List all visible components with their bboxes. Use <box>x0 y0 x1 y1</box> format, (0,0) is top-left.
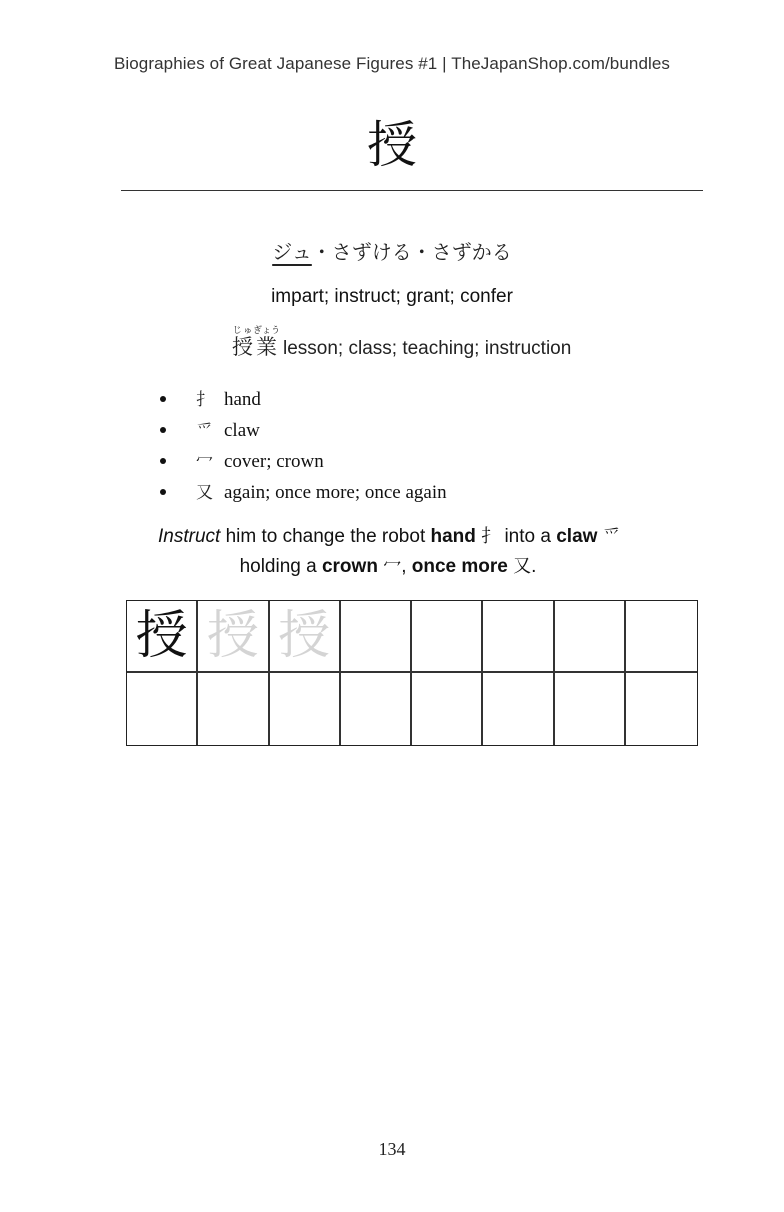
mnemonic-keyword: Instruct <box>158 526 221 547</box>
mnemonic-radical: 冖 <box>383 556 402 577</box>
radical-item <box>152 384 447 415</box>
mnemonic-story <box>158 522 678 582</box>
practice-cell[interactable] <box>127 673 198 745</box>
practice-cell[interactable] <box>483 673 554 745</box>
mnemonic-text: into a <box>499 526 557 547</box>
kanji-meaning: impart; instruct; grant; confer <box>271 286 513 307</box>
practice-cell[interactable] <box>270 673 341 745</box>
bullet-icon <box>160 396 166 402</box>
radical-meaning: claw <box>224 420 260 441</box>
kanji-title: 授 <box>367 116 417 174</box>
vocab-kanji-2: 業ぎょう <box>253 326 281 359</box>
on-reading: ジュ <box>272 240 312 264</box>
radical-glyph: 又 <box>196 483 213 503</box>
mnemonic-text: . <box>531 556 537 577</box>
running-header: Biographies of Great Japanese Figures #1 | TheJapanShop.com/bundles <box>113 54 671 73</box>
practice-cell-model: 授 <box>127 601 198 673</box>
bullet-icon <box>160 458 166 464</box>
bullet-icon <box>160 427 166 433</box>
practice-cell[interactable] <box>483 601 554 673</box>
radical-list <box>152 384 447 508</box>
mnemonic-radical: 扌 <box>481 526 500 547</box>
mnemonic-text: him to change the robot <box>220 526 431 547</box>
mnemonic-keyword: claw <box>556 526 598 547</box>
mnemonic-radical: 爫 <box>602 526 621 547</box>
practice-cell[interactable] <box>626 673 697 745</box>
radical-item <box>152 446 447 477</box>
kanji-readings <box>0 236 784 265</box>
mnemonic-radical: 又 <box>513 556 532 577</box>
practice-cell[interactable] <box>198 673 269 745</box>
radical-item <box>152 477 447 508</box>
radical-meaning: again; once more; once again <box>224 482 447 503</box>
practice-cell[interactable] <box>555 601 626 673</box>
practice-grid <box>126 600 698 746</box>
vocab-kanji-1: 授じゅ <box>232 326 253 359</box>
practice-cell[interactable] <box>555 673 626 745</box>
practice-cell[interactable] <box>626 601 697 673</box>
radical-glyph: 冖 <box>196 452 213 472</box>
mnemonic-keyword: once more <box>411 556 508 577</box>
radical-meaning: hand <box>224 389 261 410</box>
furigana: じゅ <box>232 326 253 336</box>
practice-cell[interactable] <box>341 673 412 745</box>
mnemonic-text: , <box>401 556 412 577</box>
practice-cell[interactable] <box>412 673 483 745</box>
vocab-gloss: lesson; class; teaching; instruction <box>283 338 572 359</box>
radical-item <box>152 415 447 446</box>
practice-cell[interactable] <box>341 601 412 673</box>
practice-cell-trace: 授 <box>270 601 341 673</box>
radical-glyph: 爫 <box>196 421 213 441</box>
mnemonic-text: holding a <box>239 556 322 577</box>
practice-cell[interactable] <box>412 601 483 673</box>
mnemonic-keyword: hand <box>430 526 476 547</box>
bullet-icon <box>160 489 166 495</box>
mnemonic-keyword: crown <box>321 556 378 577</box>
kun-readings: ・さずける・さずかる <box>311 240 512 264</box>
vocab-example <box>232 326 571 361</box>
radical-glyph: 扌 <box>196 390 213 410</box>
radical-meaning: cover; crown <box>224 451 324 472</box>
practice-cell-trace: 授 <box>198 601 269 673</box>
title-divider <box>121 190 703 191</box>
furigana: ぎょう <box>253 326 281 336</box>
page-number: 134 <box>378 1139 406 1159</box>
